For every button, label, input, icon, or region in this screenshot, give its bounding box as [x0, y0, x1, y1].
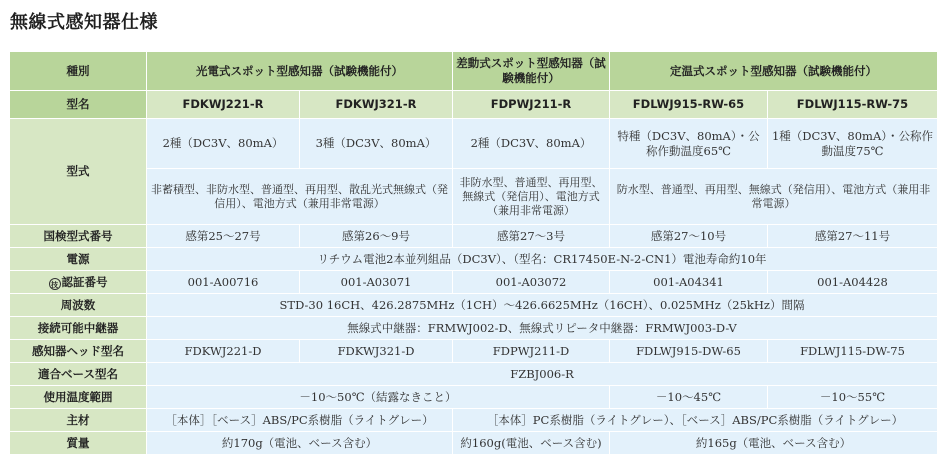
header-fixed-temp: 定温式スポット型感知器（試験機能付）: [610, 52, 938, 91]
power-row: [10, 248, 938, 271]
model-cell: FDKWJ321-R: [300, 91, 453, 119]
approval-cell: 感第27～3号: [453, 225, 610, 248]
format-photo-detail: 非蓄積型、非防水型、普通型、再用型、散乱光式無線式（発信用）、電池方式（兼用非常電源）: [147, 169, 453, 225]
temp-row: [10, 386, 938, 409]
relay-row: [10, 317, 938, 340]
table-header-row: [10, 52, 938, 91]
format-label: 型式: [10, 119, 147, 225]
cert-cell: 001-A04341: [610, 271, 768, 294]
mass-mid: 約160g(電池、ベース含む): [453, 432, 610, 455]
approval-row: [10, 225, 938, 248]
mass-row: [10, 432, 938, 455]
base-value: FZBJ006-R: [147, 363, 938, 386]
head-label: 感知器ヘッド型名: [10, 340, 147, 363]
model-cell: FDLWJ915-RW-65: [610, 91, 768, 119]
cert-cell: 001-A03071: [300, 271, 453, 294]
relay-label: 接続可能中継器: [10, 317, 147, 340]
approval-cell: 感第27～11号: [768, 225, 938, 248]
temp-value-span: －10～50℃（結露なきこと）: [147, 386, 610, 409]
format-cell: 特種（DC3V、80mA）・公称作動温度65℃: [610, 119, 768, 169]
page-title: 無線式感知器仕様: [10, 12, 158, 33]
format-cell: 3種（DC3V、80mA）: [300, 119, 453, 169]
freq-value: STD-30 16CH、426.2875MHz（1CH）～426.6625MHz（16CH）、0.025MHz（25kHz）間隔: [147, 294, 938, 317]
header-differential: 差動式スポット型感知器（試験機能付）: [453, 52, 610, 91]
head-cell: FDLWJ115-DW-75: [768, 340, 938, 363]
format-cell: 2種（DC3V、80mA）: [147, 119, 300, 169]
model-row: [10, 91, 938, 119]
format-cell: 1種（DC3V、80mA）・公称作動温度75℃: [768, 119, 938, 169]
power-value: リチウム電池2本並列組品（DC3V）、（型名：CR17450E-N-2-CN1）電池寿命約10年: [147, 248, 938, 271]
cert-label: 認証番号: [61, 274, 108, 289]
model-cell: FDKWJ221-R: [147, 91, 300, 119]
mass-left: 約170g（電池、ベース含む）: [147, 432, 453, 455]
temp-label: 使用温度範囲: [10, 386, 147, 409]
header-type-label: 種別: [10, 52, 147, 91]
approval-cell: 感第25～27号: [147, 225, 300, 248]
format-diff-detail: 非防水型、普通型、再用型、無線式（発信用）、電池方式（兼用非常電源）: [453, 169, 610, 225]
format-row-top: [10, 119, 938, 169]
head-cell: FDPWJ211-D: [453, 340, 610, 363]
temp-value: －10～55℃: [768, 386, 938, 409]
model-cell: FDPWJ211-R: [453, 91, 610, 119]
mass-right: 約165g（電池、ベース含む）: [610, 432, 938, 455]
material-right: ［本体］PC系樹脂（ライトグレー）、［ベース］ABS/PC系樹脂（ライトグレー）: [453, 409, 938, 432]
cert-cell: 001-A03072: [453, 271, 610, 294]
approval-cell: 感第26～9号: [300, 225, 453, 248]
cert-cell: 001-A00716: [147, 271, 300, 294]
model-label: 型名: [10, 91, 147, 119]
approval-cell: 感第27～10号: [610, 225, 768, 248]
base-row: [10, 363, 938, 386]
head-cell: FDKWJ321-D: [300, 340, 453, 363]
material-left: ［本体］［ベース］ABS/PC系樹脂（ライトグレー）: [147, 409, 453, 432]
approval-label: 国検型式番号: [10, 225, 147, 248]
head-cell: FDKWJ221-D: [147, 340, 300, 363]
cert-cell: 001-A04428: [768, 271, 938, 294]
base-label: 適合ベース型名: [10, 363, 147, 386]
freq-label: 周波数: [10, 294, 147, 317]
format-fixed-detail: 防水型、普通型、再用型、無線式（発信用）、電池方式（兼用非常電源）: [610, 169, 938, 225]
mass-label: 質量: [10, 432, 147, 455]
cert-label-cell: [10, 271, 147, 294]
freq-row: [10, 294, 938, 317]
header-photoelectric: 光電式スポット型感知器（試験機能付）: [147, 52, 453, 91]
format-row-bottom: [10, 169, 938, 225]
head-cell: FDLWJ915-DW-65: [610, 340, 768, 363]
cert-row: [10, 271, 938, 294]
relay-value: 無線式中継器：FRMWJ002-D、無線式リピータ中継器：FRMWJ003-D-V: [147, 317, 938, 340]
spec-table: [9, 51, 938, 455]
material-label: 主材: [10, 409, 147, 432]
certification-mark-icon: 技: [49, 278, 61, 290]
power-label: 電源: [10, 248, 147, 271]
head-row: [10, 340, 938, 363]
format-cell: 2種（DC3V、80mA）: [453, 119, 610, 169]
model-cell: FDLWJ115-RW-75: [768, 91, 938, 119]
temp-value: －10～45℃: [610, 386, 768, 409]
material-row: [10, 409, 938, 432]
